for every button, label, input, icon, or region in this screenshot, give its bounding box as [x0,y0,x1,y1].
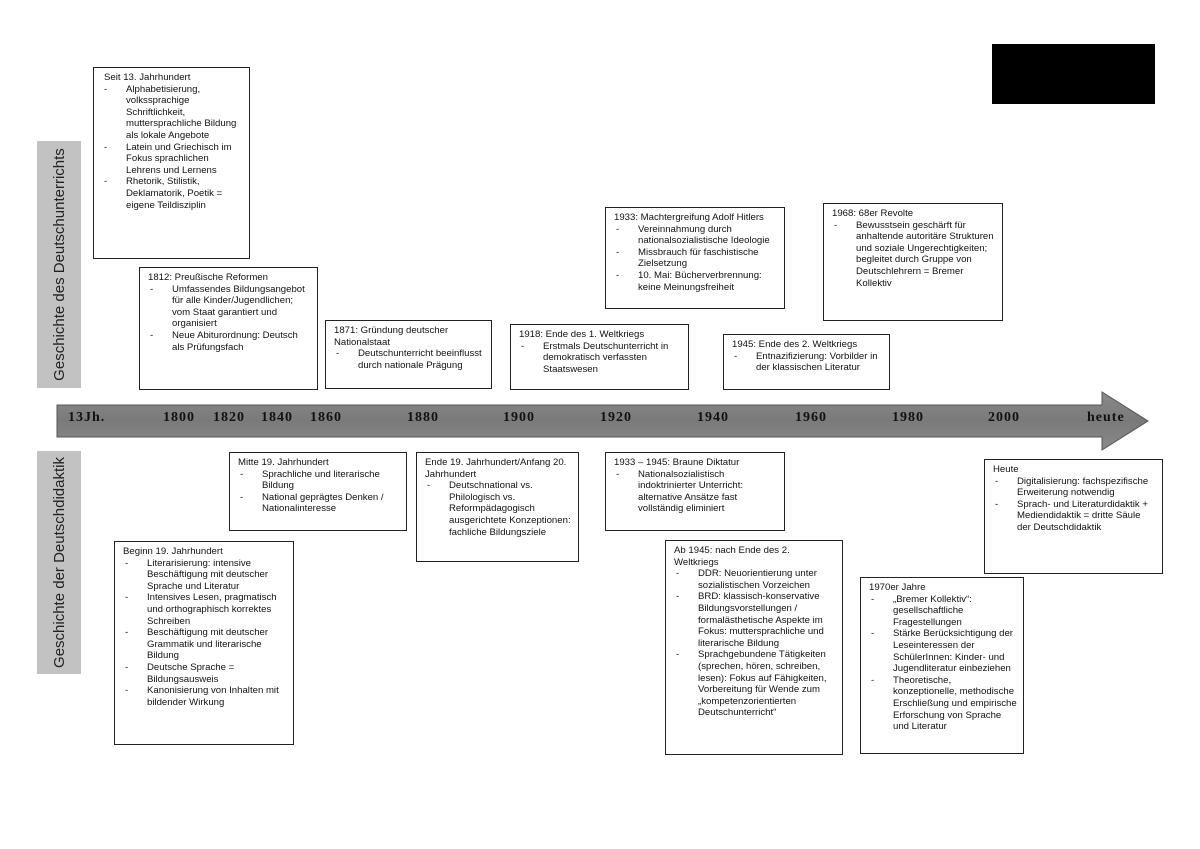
event-box-title: 1933: Machtergreifung Adolf Hitlers [614,212,764,223]
event-box-item: - Deutschunterricht beeinflusst durch nationale Prägung [334,348,485,371]
side-label-deutschunterricht-text: Geschichte des Deutschunterrichts [50,148,68,381]
axis-tick-heute: heute [1087,410,1125,425]
didaktik-box-title: Beginn 19. Jahrhundert [123,546,223,557]
event-box-item: - Neue Abiturordnung: Deutsch als Prüfungsfach [148,330,311,353]
event-box-item: - Bewusstsein geschärft für anhaltende autoritäre Strukturen und soziale Ungerechtigkeiten; begleitet durch Gruppe von Deutschlehrern = Bremer Kollektiv [832,220,996,290]
axis-tick-1960: 1960 [795,410,827,425]
event-box-title: 1968: 68er Revolte [832,208,914,219]
axis-tick-1860: 1860 [310,410,342,425]
side-label-deutschdidaktik [37,451,81,674]
event-box-1812 [139,267,318,390]
didaktik-box-item: - Deutschnational vs. Philologisch vs. Reformpädagogisch ausgerichtete Konzeptionen: fachliche Bildungsziele [425,480,572,538]
didaktik-box-item: - Intensives Lesen, pragmatisch und orthographisch korrektes Schreiben [123,592,287,627]
event-box-1968 [823,203,1003,321]
event-box-item: - Alphabetisierung, volkssprachige Schriftlichkeit, muttersprachliche Bildung als lokale Angebote [102,84,243,142]
axis-tick-2000: 2000 [988,410,1020,425]
event-box-item: - Entnazifizierung: Vorbilder in der klassischen Literatur [732,351,883,374]
event-box-1945 [723,334,890,390]
axis-tick-1880: 1880 [407,410,439,425]
didaktik-box-title: Mitte 19. Jahrhundert [238,457,329,468]
didaktik-box-ab-1945 [665,540,843,755]
didaktik-box-item: - Literarisierung: intensive Beschäftigung mit deutscher Sprache und Literatur [123,558,287,593]
redaction-block [992,44,1155,104]
didaktik-box-ende-19-jh [416,452,579,562]
didaktik-box-item: - Sprachgebundene Tätigkeiten (sprechen, hören, schreiben, lesen): Fokus auf Fähigkeiten, Vorbereitung für Wende zum „kompetenzorientierten Deutschunterricht“ [674,649,836,719]
didaktik-box-title: Heute [993,464,1019,475]
didaktik-box-item: - Deutsche Sprache = Bildungsausweis [123,662,287,685]
event-box-title: Seit 13. Jahrhundert [104,72,191,83]
axis-tick-13jh: 13Jh. [68,410,106,425]
event-box-title: 1812: Preußische Reformen [148,272,268,283]
event-box-title: 1945: Ende des 2. Weltkriegs [732,339,858,350]
didaktik-box-title: 1933 – 1945: Braune Diktatur [614,457,740,468]
didaktik-box-1970er [860,577,1024,754]
event-box-item: - Erstmals Deutschunterricht in demokratisch verfassten Staatswesen [519,341,682,376]
didaktik-box-item: - Nationalsozialistisch indoktrinierter Unterricht: alternative Ansätze fast vollständig eliminiert [614,469,778,515]
axis-tick-1820: 1820 [213,410,245,425]
didaktik-box-item: - Sprach- und Literaturdidaktik + Mediendidaktik = dritte Säule der Deutschdidaktik [993,499,1156,534]
axis-tick-1920: 1920 [600,410,632,425]
didaktik-box-title: Ende 19. Jahrhundert/Anfang 20. Jahrhundert [425,457,567,480]
axis-tick-1800: 1800 [163,410,195,425]
event-box-title: 1871: Gründung deutscher Nationalstaat [334,325,449,348]
didaktik-box-item: - BRD: klassisch-konservative Bildungsvorstellungen / formalästhetische Aspekte im Fokus: muttersprachliche und literarische Bildung [674,591,836,649]
event-box-item: - Latein und Griechisch im Fokus sprachlichen Lehrens und Lernens [102,142,243,177]
event-box-1933 [605,207,785,309]
axis-tick-1980: 1980 [892,410,924,425]
side-label-deutschdidaktik-text: Geschichte der Deutschdidaktik [50,457,68,668]
event-box-seit-13-jh [93,67,250,259]
axis-tick-1900: 1900 [503,410,535,425]
didaktik-box-item: - Beschäftigung mit deutscher Grammatik und literarische Bildung [123,627,287,662]
event-box-item: - Vereinnahmung durch nationalsozialistische Ideologie [614,224,778,247]
didaktik-box-1933-1945 [605,452,785,531]
event-box-item: - 10. Mai: Bücherverbrennung: keine Meinungsfreiheit [614,270,778,293]
side-label-deutschunterricht [37,141,81,388]
didaktik-box-title: Ab 1945: nach Ende des 2. Weltkriegs [674,545,790,568]
didaktik-box-title: 1970er Jahre [869,582,926,593]
event-box-item: - Missbrauch für faschistische Zielsetzung [614,247,778,270]
axis-tick-1940: 1940 [697,410,729,425]
didaktik-box-item: - Digitalisierung: fachspezifische Erweiterung notwendig [993,476,1156,499]
event-box-title: 1918: Ende des 1. Weltkriegs [519,329,645,340]
didaktik-box-item: - National geprägtes Denken / Nationalinteresse [238,492,400,515]
didaktik-box-item: - Sprachliche und literarische Bildung [238,469,400,492]
event-box-1871 [325,320,492,389]
axis-tick-1840: 1840 [261,410,293,425]
didaktik-box-beginn-19-jh [114,541,294,745]
didaktik-box-item: - DDR: Neuorientierung unter sozialistischen Vorzeichen [674,568,836,591]
event-box-1918 [510,324,689,390]
didaktik-box-item: - Stärke Berücksichtigung der Leseinteressen der SchülerInnen: Kinder- und Jugendliteratur einbeziehen [869,628,1017,674]
didaktik-box-item: - Theoretische, konzeptionelle, methodische Erschließung und empirische Erforschung von Sprache und Literatur [869,675,1017,733]
didaktik-box-heute [984,459,1163,574]
event-box-item: - Rhetorik, Stilistik, Deklamatorik, Poetik = eigene Teildisziplin [102,176,243,211]
didaktik-box-mitte-19-jh [229,452,407,531]
event-box-item: - Umfassendes Bildungsangebot für alle Kinder/Jugendlichen; vom Staat garantiert und organisiert [148,284,311,330]
didaktik-box-item: - „Bremer Kollektiv“: gesellschaftliche Fragestellungen [869,594,1017,629]
didaktik-box-item: - Kanonisierung von Inhalten mit bildender Wirkung [123,685,287,708]
